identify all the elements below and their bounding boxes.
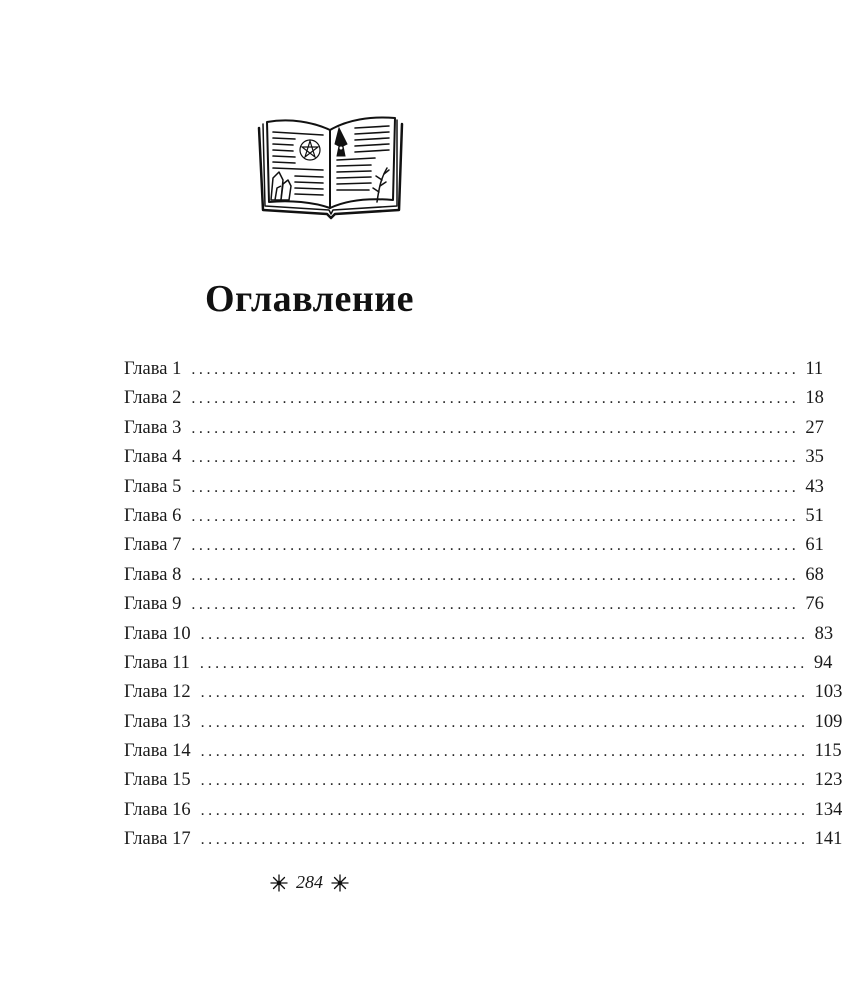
toc-chapter-label: Глава 3: [124, 417, 182, 438]
toc-page-number: 123: [814, 770, 842, 791]
toc-page-number: 109: [814, 711, 842, 732]
toc-leader-dots: ................................................................................: [199, 654, 808, 672]
toc-chapter-label: Глава 14: [124, 741, 191, 762]
open-book-icon: [255, 110, 405, 220]
toc-chapter-label: Глава 10: [124, 623, 191, 644]
toc-page-number: 83: [814, 623, 834, 644]
toc-leader-dots: ................................................................................: [191, 537, 800, 555]
toc-chapter-label: Глава 17: [124, 829, 191, 850]
toc-chapter-label: Глава 7: [124, 535, 182, 556]
toc-row-14[interactable]: [124, 737, 842, 766]
toc-row-9[interactable]: [124, 590, 824, 619]
toc-row-17[interactable]: [124, 825, 842, 854]
toc-leader-dots: ................................................................................: [200, 801, 809, 819]
toc-page-number: 115: [814, 741, 842, 762]
toc-chapter-label: Глава 13: [124, 711, 191, 732]
page-title: Оглавление: [204, 278, 415, 321]
toc-row-4[interactable]: [124, 443, 824, 472]
toc-page-number: 35: [805, 447, 824, 468]
toc-row-8[interactable]: [124, 561, 824, 590]
toc-row-16[interactable]: [124, 796, 842, 825]
toc-row-11[interactable]: [124, 649, 833, 678]
toc-leader-dots: ................................................................................: [191, 449, 800, 467]
toc-page-number: 103: [814, 682, 842, 703]
toc-chapter-label: Глава 6: [124, 505, 182, 526]
toc-row-5[interactable]: [124, 473, 824, 502]
toc-row-7[interactable]: [124, 531, 824, 560]
toc-chapter-label: Глава 12: [124, 682, 191, 703]
toc-leader-dots: ................................................................................: [191, 507, 800, 525]
toc-leader-dots: ................................................................................: [200, 684, 809, 702]
toc-chapter-label: Глава 15: [124, 770, 191, 791]
toc-leader-dots: ................................................................................: [200, 625, 809, 643]
toc-leader-dots: ................................................................................: [191, 390, 800, 408]
toc-page-number: 51: [805, 505, 824, 526]
table-of-contents: [124, 355, 842, 855]
toc-leader-dots: ................................................................................: [191, 478, 800, 496]
page-footer: [0, 872, 619, 893]
toc-chapter-label: Глава 11: [124, 652, 190, 673]
toc-leader-dots: ................................................................................: [191, 596, 800, 614]
toc-chapter-label: Глава 2: [124, 388, 182, 409]
toc-page-number: 61: [805, 535, 824, 556]
toc-page-number: 134: [814, 799, 842, 820]
toc-leader-dots: ................................................................................: [191, 361, 800, 378]
toc-leader-dots: ................................................................................: [200, 772, 809, 790]
toc-row-13[interactable]: [124, 708, 842, 737]
toc-leader-dots: ................................................................................: [200, 743, 809, 761]
toc-chapter-label: Глава 9: [124, 594, 182, 615]
page-number: 284: [296, 872, 323, 892]
toc-row-1[interactable]: [124, 355, 824, 384]
toc-leader-dots: ................................................................................: [200, 713, 809, 731]
toc-row-6[interactable]: [124, 502, 824, 531]
sparkle-star-icon: [270, 874, 288, 892]
toc-row-10[interactable]: [124, 620, 834, 649]
toc-chapter-label: Глава 1: [124, 359, 182, 379]
toc-page-number: 27: [805, 417, 824, 438]
toc-page-number: 11: [805, 359, 824, 379]
toc-page-number: 76: [805, 594, 824, 615]
toc-chapter-label: Глава 4: [124, 447, 182, 468]
toc-row-3[interactable]: [124, 414, 824, 443]
toc-page-number: 43: [805, 476, 824, 497]
toc-chapter-label: Глава 16: [124, 799, 191, 820]
toc-chapter-label: Глава 5: [124, 476, 182, 497]
toc-leader-dots: ................................................................................: [200, 831, 809, 849]
toc-page-number: 18: [805, 388, 824, 409]
toc-page-number: 68: [805, 564, 824, 585]
sparkle-star-icon: [331, 874, 349, 892]
toc-leader-dots: ................................................................................: [191, 419, 800, 437]
toc-row-15[interactable]: [124, 766, 842, 795]
toc-page-number: 94: [813, 652, 833, 673]
toc-chapter-label: Глава 8: [124, 564, 182, 585]
toc-row-12[interactable]: [124, 678, 842, 707]
toc-page-number: 141: [814, 829, 842, 850]
toc-row-2[interactable]: [124, 384, 824, 413]
toc-leader-dots: ................................................................................: [191, 566, 800, 584]
